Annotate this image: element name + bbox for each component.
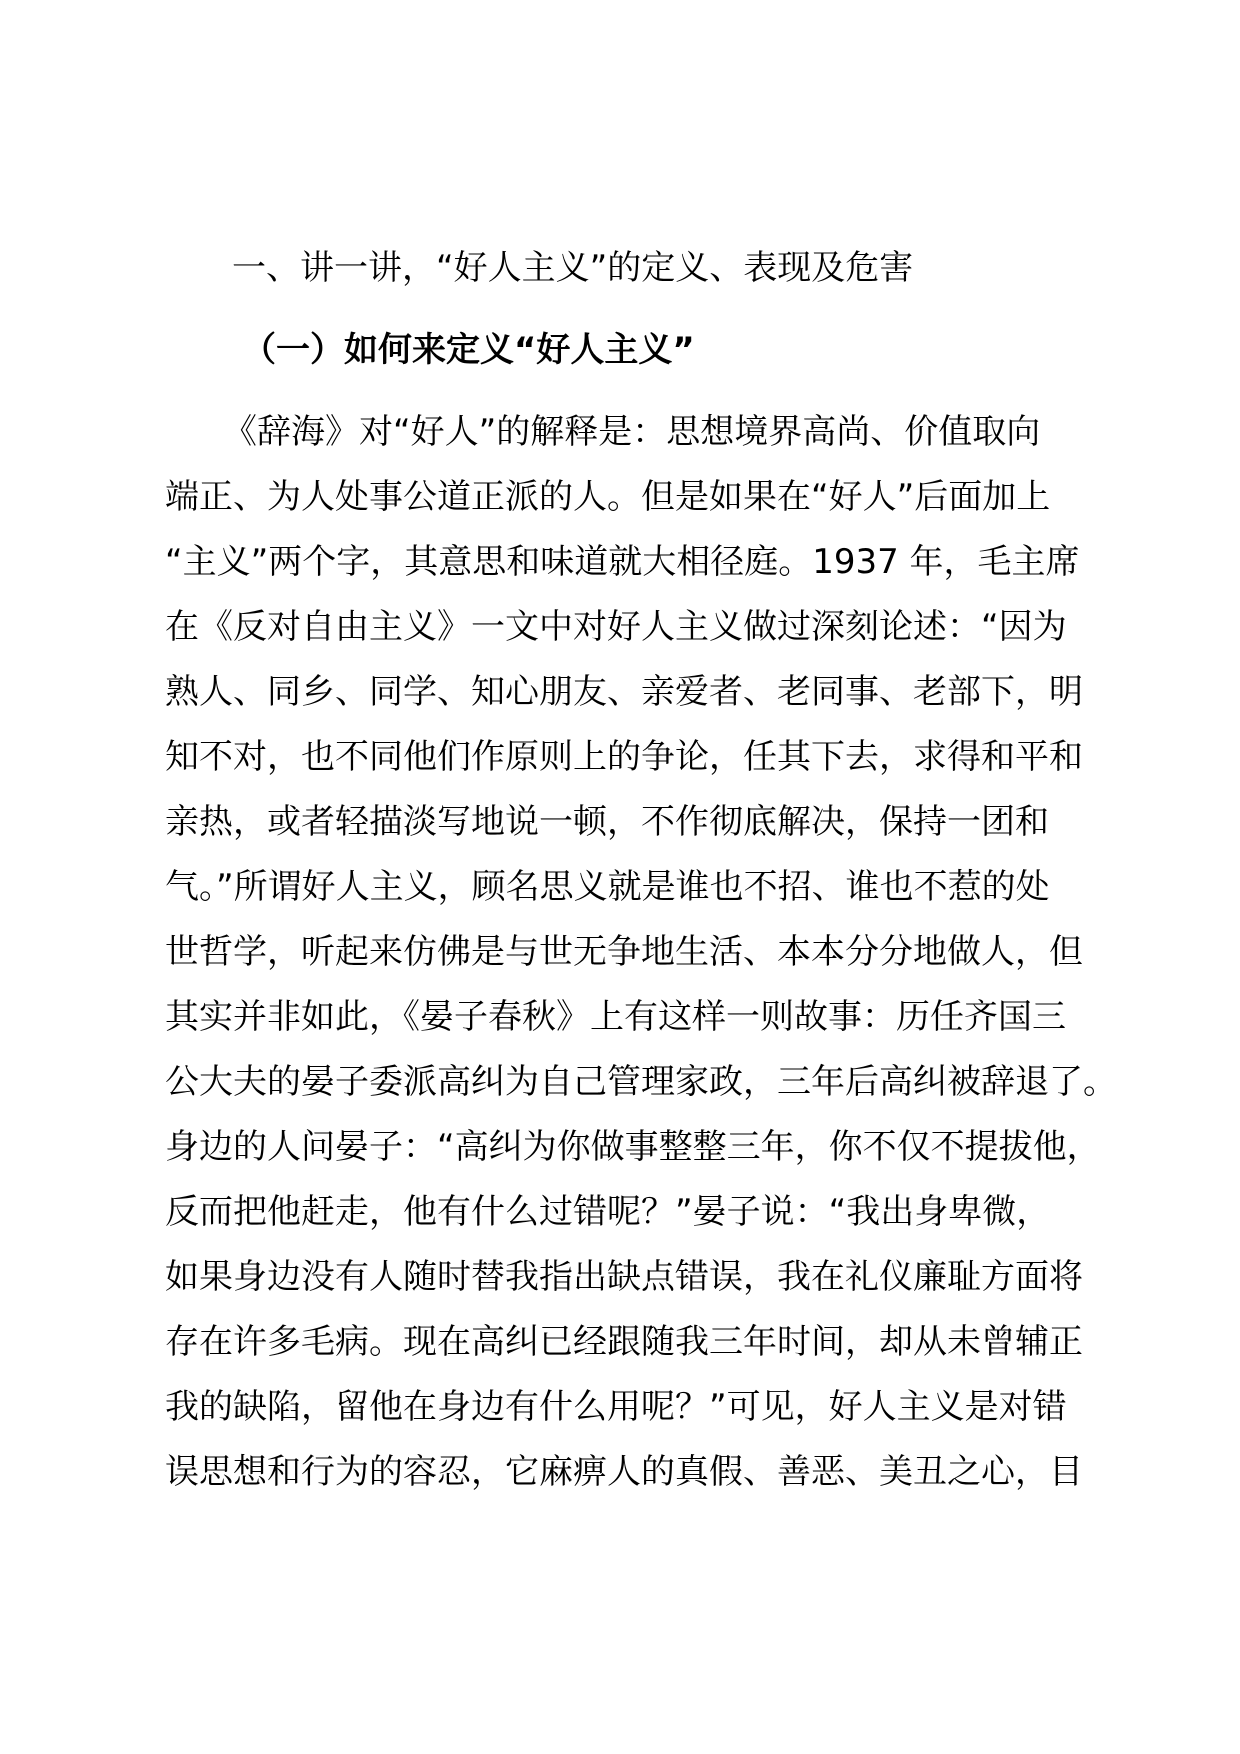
paragraph-line: 端正、为人处事公道正派的人。但是如果在“好人”后面加上 bbox=[165, 477, 1051, 517]
paragraph-line: 世哲学，听起来仿佛是与世无争地生活、本本分分地做人，但 bbox=[165, 932, 1083, 972]
paragraph-line: 误思想和行为的容忍，它麻痹人的真假、善恶、美丑之心，目 bbox=[165, 1452, 1083, 1492]
paragraph-line: 《辞海》对“好人”的解释是：思想境界高尚、价值取向 bbox=[223, 412, 1041, 452]
paragraph-line: 身边的人问晏子：“高纠为你做事整整三年，你不仅不提拔他， bbox=[165, 1127, 1101, 1167]
paragraph-line: 存在许多毛病。现在高纠已经跟随我三年时间，却从未曾辅正 bbox=[165, 1322, 1083, 1362]
paragraph-line: 反而把他赶走，他有什么过错呢？”晏子说：“我出身卑微， bbox=[165, 1192, 1051, 1232]
paragraph-line: 亲热，或者轻描淡写地说一顿，不作彻底解决，保持一团和 bbox=[165, 802, 1049, 842]
paragraph-line: 如果身边没有人随时替我指出缺点错误，我在礼仪廉耻方面将 bbox=[165, 1257, 1083, 1297]
paragraph-line: 熟人、同乡、同学、知心朋友、亲爱者、老同事、老部下，明 bbox=[165, 672, 1083, 712]
paragraph-line: 知不对，也不同他们作原则上的争论，任其下去，求得和平和 bbox=[165, 737, 1083, 777]
paragraph-line: 在《反对自由主义》一文中对好人主义做过深刻论述：“因为 bbox=[165, 607, 1067, 647]
body-paragraph bbox=[165, 400, 1125, 1505]
paragraph-line: 其实并非如此，《晏子春秋》上有这样一则故事：历任齐国三 bbox=[165, 997, 1066, 1037]
subsection-heading: （一）如何来定义“好人主义” bbox=[242, 330, 695, 370]
paragraph-line: 我的缺陷，留他在身边有什么用呢？”可见，好人主义是对错 bbox=[165, 1387, 1067, 1427]
paragraph-line: 气。”所谓好人主义，顾名思义就是谁也不招、谁也不惹的处 bbox=[165, 867, 1050, 907]
paragraph-line: 公大夫的晏子委派高纠为自己管理家政，三年后高纠被辞退了。 bbox=[165, 1062, 1117, 1102]
section-heading: 一、讲一讲，“好人主义”的定义、表现及危害 bbox=[232, 248, 914, 288]
paragraph-line: “主义”两个字，其意思和味道就大相径庭。1937 年，毛主席 bbox=[165, 542, 1080, 582]
